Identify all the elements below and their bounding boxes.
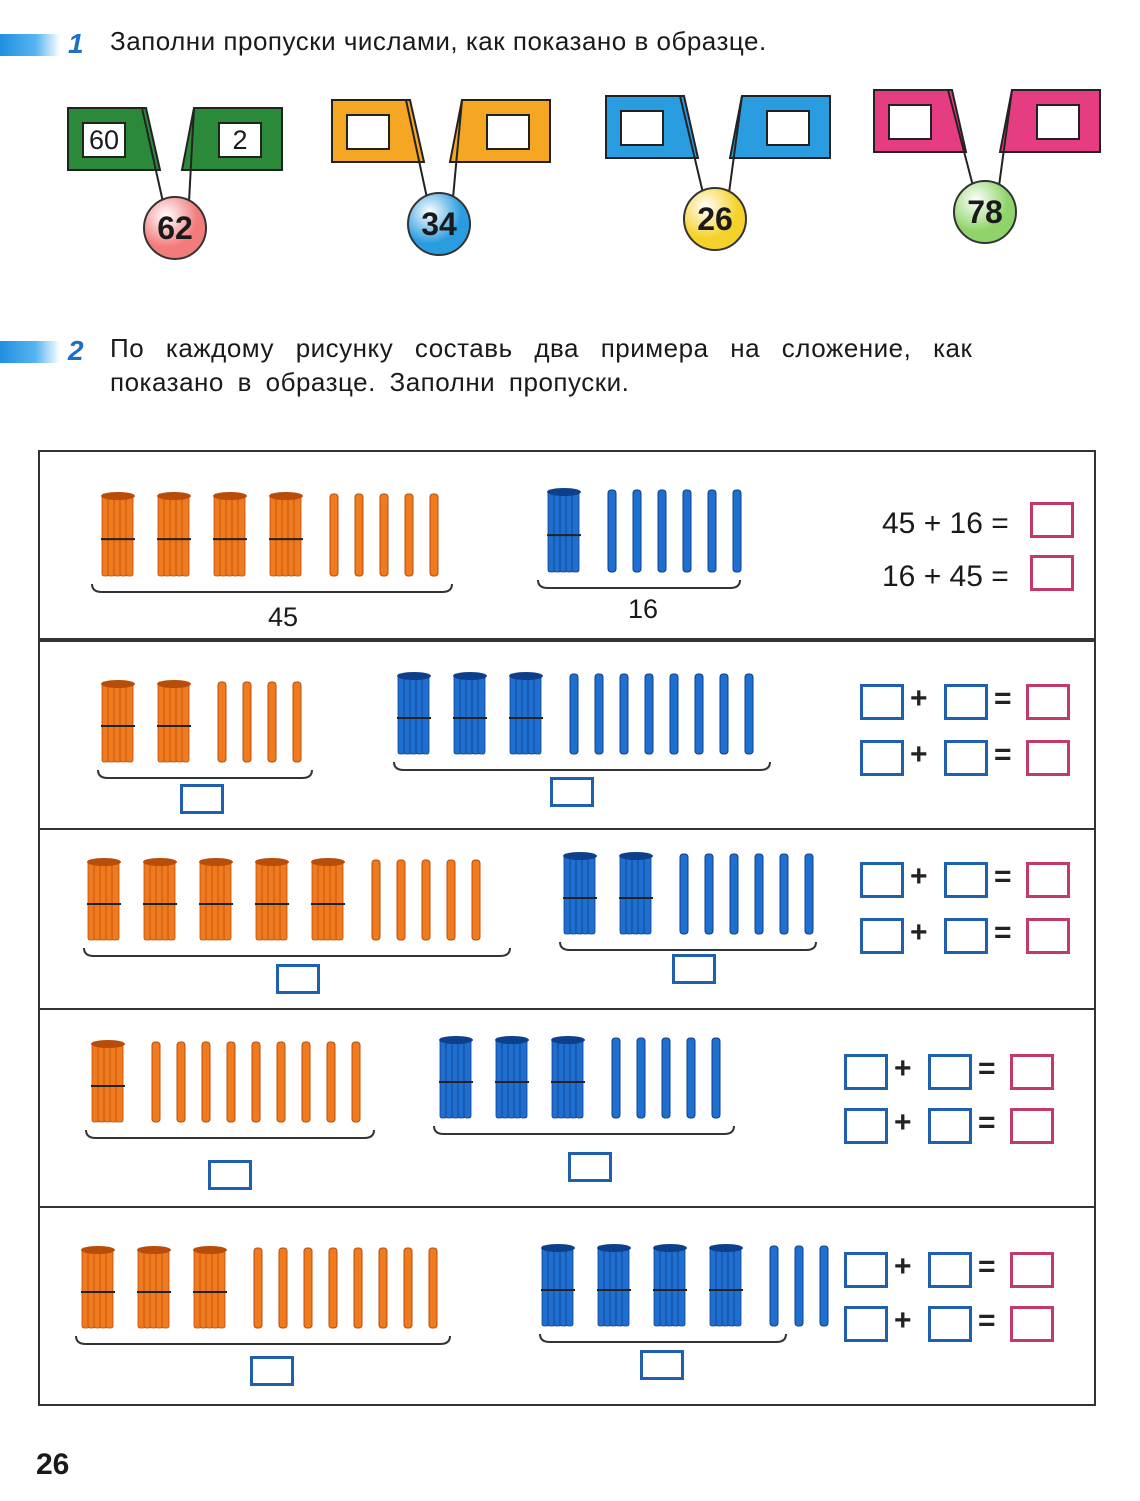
stick-bundle-ten bbox=[563, 852, 597, 934]
task-instruction: Заполни пропуски числами, как показано в образце. bbox=[110, 26, 767, 56]
single-stick bbox=[755, 854, 763, 934]
task-2-header bbox=[0, 335, 1140, 405]
sum-box[interactable] bbox=[1026, 918, 1070, 954]
task-number: 1 bbox=[68, 28, 84, 59]
sum-box[interactable] bbox=[1010, 1054, 1054, 1090]
stick-bundle-ten bbox=[439, 1036, 473, 1118]
addend-1-box[interactable] bbox=[860, 740, 904, 776]
sum-ball: 26 bbox=[683, 187, 747, 251]
single-stick bbox=[404, 1248, 412, 1328]
single-stick bbox=[770, 1246, 778, 1326]
sample-equation-1: 45 + 16 = bbox=[882, 507, 1009, 540]
task-marker-bar bbox=[0, 34, 60, 56]
single-stick bbox=[422, 860, 430, 940]
equals-sign: = bbox=[994, 682, 1012, 715]
right-addend-value: 2 bbox=[232, 125, 248, 155]
stick-bundle-ten bbox=[87, 858, 121, 940]
task-1-header bbox=[0, 28, 1140, 62]
single-stick bbox=[302, 1042, 310, 1122]
stick-bundle-ten bbox=[143, 858, 177, 940]
orange-count-box[interactable] bbox=[250, 1356, 294, 1386]
group-bracket bbox=[394, 762, 770, 770]
single-stick bbox=[429, 1248, 437, 1328]
task-number: 2 bbox=[68, 335, 84, 366]
single-stick bbox=[330, 494, 338, 576]
single-stick bbox=[447, 860, 455, 940]
addend-1-box[interactable] bbox=[844, 1252, 888, 1288]
number-pair-4 bbox=[874, 90, 1114, 260]
single-stick bbox=[780, 854, 788, 934]
single-stick bbox=[293, 682, 301, 762]
single-stick bbox=[730, 854, 738, 934]
addend-2-box[interactable] bbox=[944, 918, 988, 954]
single-stick bbox=[355, 494, 363, 576]
sum-ball: 62 bbox=[143, 196, 207, 260]
blue-count-box[interactable] bbox=[640, 1350, 684, 1380]
single-stick bbox=[633, 490, 641, 572]
equals-sign: = bbox=[978, 1250, 996, 1283]
stick-bundle-ten bbox=[101, 492, 135, 576]
single-stick bbox=[733, 490, 741, 572]
left-addend-value: 60 bbox=[88, 125, 120, 155]
single-stick bbox=[227, 1042, 235, 1122]
addend-1-box[interactable] bbox=[844, 1306, 888, 1342]
exercise-table bbox=[38, 430, 1098, 1408]
left-addend-box[interactable] bbox=[346, 114, 390, 150]
single-stick bbox=[708, 490, 716, 572]
single-stick bbox=[329, 1248, 337, 1328]
plus-sign: + bbox=[910, 860, 928, 893]
single-stick bbox=[372, 860, 380, 940]
exercise-row-2 bbox=[38, 828, 1096, 1010]
single-stick bbox=[352, 1042, 360, 1122]
group-bracket bbox=[92, 584, 452, 592]
single-stick bbox=[695, 674, 703, 754]
sum-ball: 78 bbox=[953, 180, 1017, 244]
stick-bundle-ten bbox=[597, 1244, 631, 1326]
stick-bundle-ten bbox=[81, 1246, 115, 1328]
single-stick bbox=[472, 860, 480, 940]
group-bracket bbox=[434, 1126, 734, 1134]
stick-bundle-ten bbox=[453, 672, 487, 754]
page-number: 26 bbox=[36, 1448, 70, 1481]
sum-box[interactable] bbox=[1010, 1108, 1054, 1144]
single-stick bbox=[268, 682, 276, 762]
sample-row bbox=[38, 450, 1096, 640]
blue-count-box[interactable] bbox=[568, 1152, 612, 1182]
sum-box[interactable] bbox=[1026, 862, 1070, 898]
single-stick bbox=[277, 1042, 285, 1122]
blue-count-box[interactable] bbox=[550, 777, 594, 807]
single-stick bbox=[612, 1038, 620, 1118]
single-stick bbox=[430, 494, 438, 576]
single-stick bbox=[687, 1038, 695, 1118]
plus-sign: + bbox=[894, 1304, 912, 1337]
group-bracket bbox=[98, 770, 312, 778]
single-stick bbox=[608, 490, 616, 572]
single-stick bbox=[218, 682, 226, 762]
stick-bundle-ten bbox=[547, 488, 581, 572]
stick-bundle-ten bbox=[157, 680, 191, 762]
stick-bundle-ten bbox=[199, 858, 233, 940]
stick-bundle-ten bbox=[255, 858, 289, 940]
task-marker-bar bbox=[0, 341, 60, 363]
single-stick bbox=[795, 1246, 803, 1326]
sum-box[interactable] bbox=[1026, 684, 1070, 720]
stick-bundle-ten bbox=[91, 1040, 125, 1122]
single-stick bbox=[683, 490, 691, 572]
single-stick bbox=[254, 1248, 262, 1328]
plus-sign: + bbox=[910, 916, 928, 949]
single-stick bbox=[279, 1248, 287, 1328]
single-stick bbox=[570, 674, 578, 754]
single-stick bbox=[202, 1042, 210, 1122]
stick-bundle-ten bbox=[709, 1244, 743, 1326]
equals-sign: = bbox=[978, 1304, 996, 1337]
single-stick bbox=[304, 1248, 312, 1328]
stick-bundle-ten bbox=[101, 680, 135, 762]
plus-sign: + bbox=[894, 1250, 912, 1283]
right-count-label: 16 bbox=[628, 594, 659, 624]
single-stick bbox=[820, 1246, 828, 1326]
sample-answer-2[interactable] bbox=[1030, 555, 1074, 591]
stick-bundle-ten bbox=[509, 672, 543, 754]
plus-sign: + bbox=[894, 1106, 912, 1139]
sample-sticks-illustration bbox=[40, 452, 1098, 642]
single-stick bbox=[805, 854, 813, 934]
stick-bundle-ten bbox=[311, 858, 345, 940]
group-bracket bbox=[540, 1334, 786, 1342]
addend-2-box[interactable] bbox=[928, 1108, 972, 1144]
blue-count-box[interactable] bbox=[672, 954, 716, 984]
plus-sign: + bbox=[910, 738, 928, 771]
addend-2-box[interactable] bbox=[944, 684, 988, 720]
stick-bundle-ten bbox=[619, 852, 653, 934]
group-bracket bbox=[560, 942, 816, 950]
stick-bundle-ten bbox=[269, 492, 303, 576]
exercise-row-3 bbox=[38, 1008, 1096, 1208]
group-bracket bbox=[76, 1336, 450, 1344]
single-stick bbox=[405, 494, 413, 576]
addend-1-box[interactable] bbox=[844, 1054, 888, 1090]
single-stick bbox=[637, 1038, 645, 1118]
stick-bundle-ten bbox=[495, 1036, 529, 1118]
plus-sign: + bbox=[910, 682, 928, 715]
sample-equation-2: 16 + 45 = bbox=[882, 560, 1009, 593]
single-stick bbox=[658, 490, 666, 572]
sum-box[interactable] bbox=[1026, 740, 1070, 776]
group-bracket bbox=[86, 1130, 374, 1138]
stick-bundle-ten bbox=[653, 1244, 687, 1326]
stick-bundle-ten bbox=[397, 672, 431, 754]
orange-count-box[interactable] bbox=[276, 964, 320, 994]
sum-box[interactable] bbox=[1010, 1252, 1054, 1288]
single-stick bbox=[662, 1038, 670, 1118]
equals-sign: = bbox=[994, 916, 1012, 949]
right-addend-box[interactable] bbox=[486, 114, 530, 150]
addend-2-box[interactable] bbox=[928, 1054, 972, 1090]
sample-answer-1[interactable] bbox=[1030, 502, 1074, 538]
group-bracket bbox=[538, 580, 740, 588]
single-stick bbox=[252, 1042, 260, 1122]
number-pair-1 bbox=[68, 108, 308, 278]
single-stick bbox=[327, 1042, 335, 1122]
task-instruction-line2: показано в образце. Заполни пропуски. bbox=[110, 367, 630, 397]
equals-sign: = bbox=[978, 1106, 996, 1139]
addend-1-box[interactable] bbox=[860, 862, 904, 898]
stick-bundle-ten bbox=[157, 492, 191, 576]
single-stick bbox=[670, 674, 678, 754]
single-stick bbox=[379, 1248, 387, 1328]
stick-bundle-ten bbox=[137, 1246, 171, 1328]
left-addend-box[interactable] bbox=[888, 104, 932, 140]
exercise-row-1 bbox=[38, 640, 1096, 830]
single-stick bbox=[397, 860, 405, 940]
addend-2-box[interactable] bbox=[944, 862, 988, 898]
single-stick bbox=[680, 854, 688, 934]
single-stick bbox=[243, 682, 251, 762]
right-addend-box[interactable] bbox=[218, 122, 262, 158]
task-instruction-line1: По каждому рисунку составь два примера на сложение, как bbox=[110, 333, 973, 363]
orange-count-box[interactable] bbox=[180, 784, 224, 814]
stick-bundle-ten bbox=[193, 1246, 227, 1328]
stick-bundle-ten bbox=[541, 1244, 575, 1326]
left-addend-box[interactable] bbox=[82, 122, 126, 158]
sum-box[interactable] bbox=[1010, 1306, 1054, 1342]
single-stick bbox=[354, 1248, 362, 1328]
group-bracket bbox=[84, 948, 510, 956]
single-stick bbox=[620, 674, 628, 754]
equals-sign: = bbox=[994, 738, 1012, 771]
single-stick bbox=[645, 674, 653, 754]
equals-sign: = bbox=[978, 1052, 996, 1085]
addend-1-box[interactable] bbox=[844, 1108, 888, 1144]
single-stick bbox=[177, 1042, 185, 1122]
addend-2-box[interactable] bbox=[928, 1306, 972, 1342]
right-addend-box[interactable] bbox=[766, 110, 810, 146]
number-pair-3 bbox=[606, 96, 846, 266]
single-stick bbox=[152, 1042, 160, 1122]
number-pair-2 bbox=[332, 100, 572, 270]
sum-ball: 34 bbox=[407, 192, 471, 256]
sticks-illustration bbox=[40, 830, 1098, 1012]
single-stick bbox=[720, 674, 728, 754]
single-stick bbox=[380, 494, 388, 576]
right-addend-box[interactable] bbox=[1036, 104, 1080, 140]
equals-sign: = bbox=[994, 860, 1012, 893]
single-stick bbox=[595, 674, 603, 754]
orange-count-box[interactable] bbox=[208, 1160, 252, 1190]
exercise-row-4 bbox=[38, 1206, 1096, 1406]
addend-2-box[interactable] bbox=[944, 740, 988, 776]
stick-bundle-ten bbox=[551, 1036, 585, 1118]
addend-2-box[interactable] bbox=[928, 1252, 972, 1288]
left-addend-box[interactable] bbox=[620, 110, 664, 146]
single-stick bbox=[705, 854, 713, 934]
left-count-label: 45 bbox=[268, 602, 299, 632]
stick-bundle-ten bbox=[213, 492, 247, 576]
addend-1-box[interactable] bbox=[860, 918, 904, 954]
addend-1-box[interactable] bbox=[860, 684, 904, 720]
plus-sign: + bbox=[894, 1052, 912, 1085]
single-stick bbox=[712, 1038, 720, 1118]
single-stick bbox=[745, 674, 753, 754]
